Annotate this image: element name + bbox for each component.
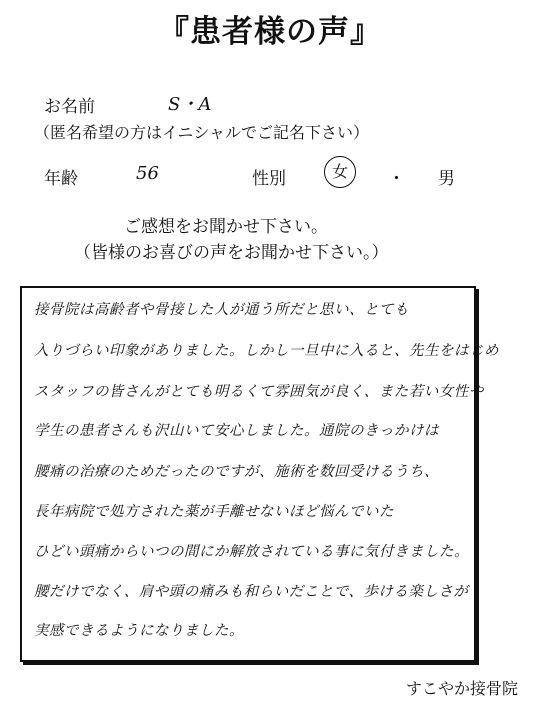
comment-line: 長年病院で処方された薬が手離せないほど悩んでいた <box>34 504 394 520</box>
comment-line: 接骨院は高齢者や骨接した人が通う所だと思い、とても <box>34 302 409 318</box>
gender-option-male: 男 <box>438 169 455 189</box>
gender-separator: ・ <box>388 169 405 189</box>
comment-line: スタッフの皆さんがとても明るくて雰囲気が良く、また若い女性や <box>34 384 484 400</box>
name-label: お名前 <box>44 97 95 117</box>
clinic-name: すこやか接骨院 <box>405 679 518 698</box>
comment-line: 学生の患者さんも沢山いて安心しました。通院のきっかけは <box>34 423 439 439</box>
comment-line: 腰痛の治療のためだったのですが、施術を数回受けるうち、 <box>34 464 439 480</box>
prompt-line-1: ご感想をお聞かせ下さい。 <box>124 217 328 237</box>
gender-label: 性別 <box>252 169 286 189</box>
name-value: S・A <box>168 94 212 115</box>
age-label: 年齢 <box>44 169 78 189</box>
comment-box <box>20 286 499 662</box>
comment-line: 入りづらい印象がありました。しかし一旦中に入ると、先生をはじめ <box>34 343 499 359</box>
comment-line: ひどい頭痛からいつの間にか解放されている事に気付きました。 <box>34 544 469 560</box>
age-value: 56 <box>136 163 159 184</box>
name-instruction: （匿名希望の方はイニシャルでご記名下さい） <box>34 123 370 142</box>
page-title: 『患者様の声』 <box>158 14 382 50</box>
gender-option-female <box>324 156 356 188</box>
prompt-line-2: （皆様のお喜びの声をお聞かせ下さい。） <box>74 243 389 263</box>
gender-female-circled: 女 <box>324 156 356 188</box>
comment-line: 実感できるようになりました。 <box>34 623 244 639</box>
comment-line: 腰だけでなく、肩や頭の痛みも和らいだことで、歩ける楽しさが <box>34 584 469 600</box>
